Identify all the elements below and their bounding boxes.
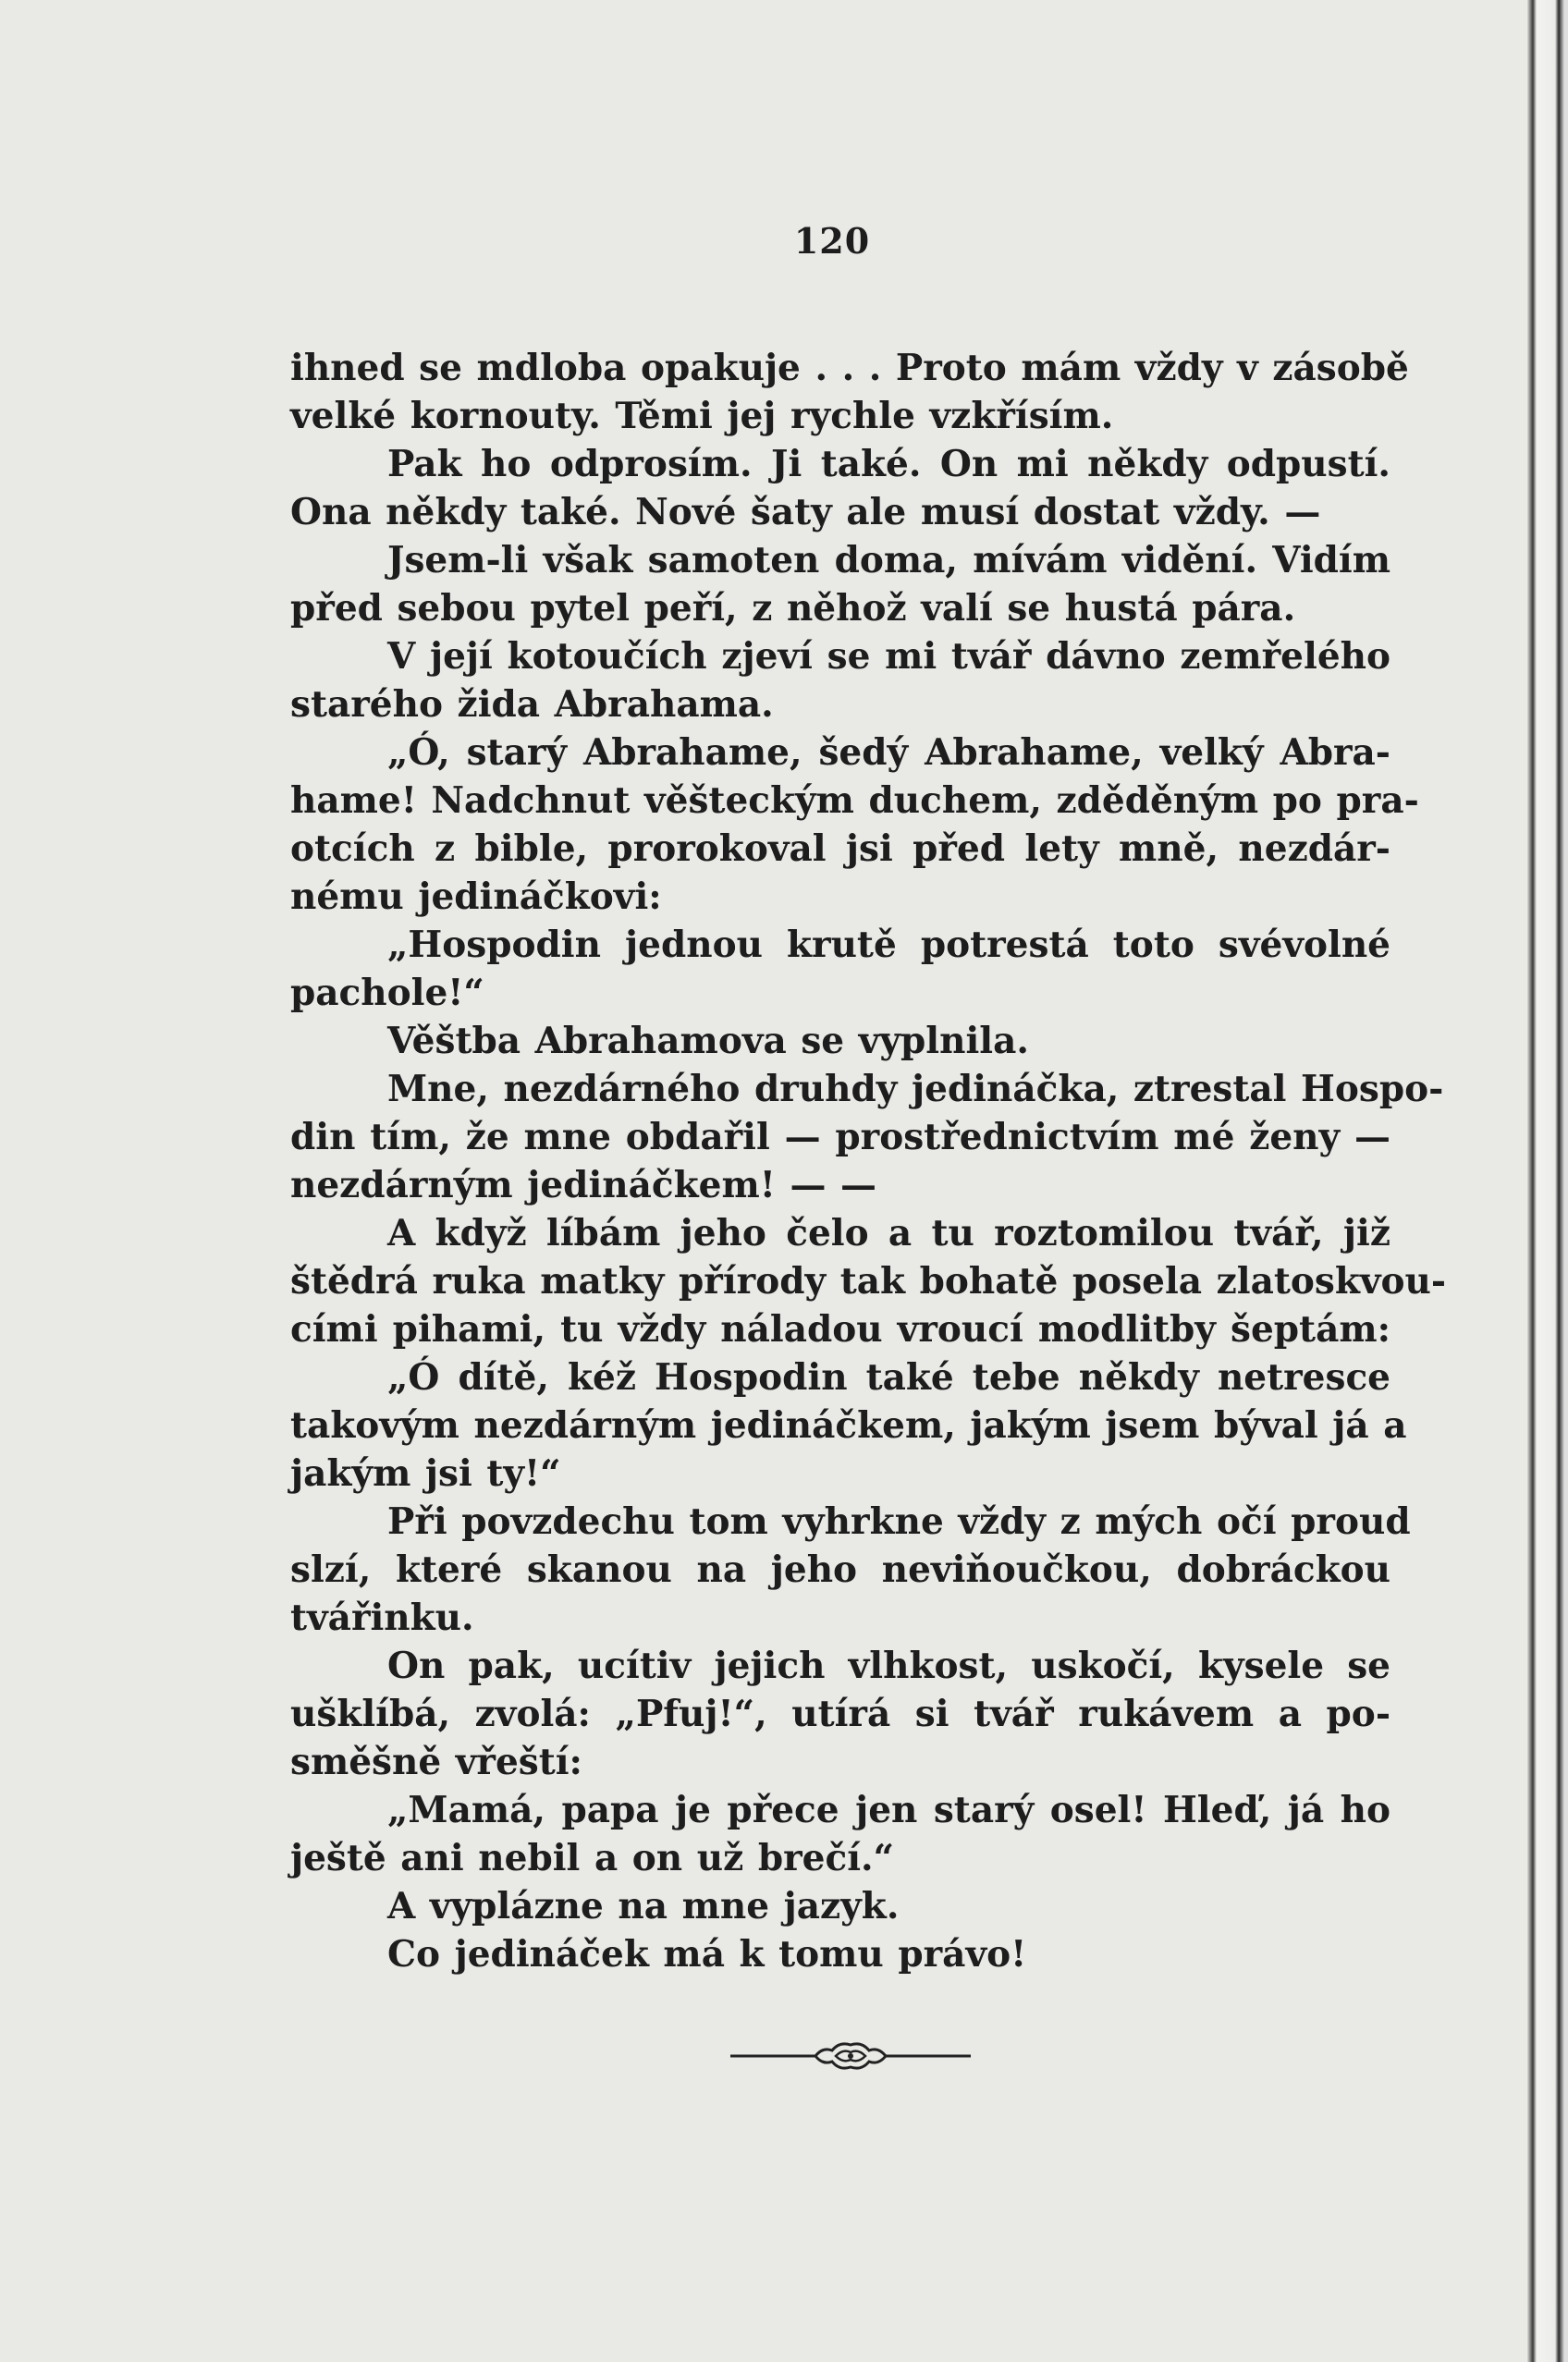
text-line: štědrá ruka matky přírody tak bohatě posela zlatoskvou-: [290, 1260, 1447, 1303]
text-line: starého žida Abrahama.: [290, 683, 774, 726]
scan-binding-edge: [1527, 0, 1568, 2362]
text-line: „Hospodin jednou krutě potrestá toto svévolné: [387, 924, 1390, 966]
text-line: Při povzdechu tom vyhrkne vždy z mých očí proud: [387, 1500, 1411, 1543]
text-line: cími pihami, tu vždy náladou vroucí modlitby šeptám:: [290, 1308, 1390, 1351]
text-line: takovým nezdárným jedináčkem, jakým jsem býval já a: [290, 1404, 1407, 1447]
text-line: jakým jsi ty!“: [290, 1452, 561, 1495]
text-line: „Ó dítě, kéž Hospodin také tebe někdy netresce: [387, 1356, 1390, 1399]
text-line: slzí, které skanou na jeho neviňoučkou, dobráckou: [290, 1548, 1390, 1591]
text-line: nezdárným jedináčkem! — —: [290, 1164, 877, 1206]
text-line: V její kotoučích zjeví se mi tvář dávno zemřelého: [387, 635, 1390, 678]
text-line: směšně vřeští:: [290, 1741, 582, 1783]
text-line: „Mamá, papa je přece jen starý osel! Hleď, já ho: [387, 1789, 1390, 1831]
text-line: A když líbám jeho čelo a tu roztomilou tvář, již: [387, 1212, 1390, 1254]
text-line: Ona někdy také. Nové šaty ale musí dostat vždy. —: [290, 491, 1321, 533]
text-line: On pak, ucítiv jejich vlhkost, uskočí, kysele se: [387, 1645, 1390, 1687]
text-line: Věštba Abrahamova se vyplnila.: [387, 1020, 1029, 1062]
text-line: otcích z bible, prorokoval jsi před lety mně, nezdár-: [290, 827, 1390, 870]
text-line: A vyplázne na mne jazyk.: [387, 1885, 900, 1928]
text-line: „Ó, starý Abrahame, šedý Abrahame, velký Abra-: [387, 731, 1390, 774]
text-line: Jsem-li však samoten doma, mívám vidění. Vidím: [387, 539, 1390, 581]
body-text: [290, 344, 1447, 1978]
text-line: ihned se mdloba opakuje . . . Proto mám vždy v zásobě: [290, 347, 1409, 389]
text-line: pachole!“: [290, 972, 484, 1014]
text-line: nému jedináčkovi:: [290, 875, 662, 918]
text-line: před sebou pytel peří, z něhož valí se hustá pára.: [290, 587, 1296, 630]
text-line: ještě ani nebil a on už brečí.“: [290, 1837, 895, 1879]
text-line: ušklíbá, zvolá: „Pfuj!“, utírá si tvář rukávem a po-: [290, 1693, 1390, 1735]
page-number: 120: [793, 220, 871, 262]
text-line: hame! Nadchnut věšteckým duchem, zděděným po pra-: [290, 779, 1419, 822]
text-line: tvářinku.: [290, 1597, 474, 1639]
text-line: Pak ho odprosím. Ji také. On mi někdy odpustí.: [387, 443, 1390, 485]
text-line: velké kornouty. Těmi jej rychle vzkřísím.: [290, 395, 1114, 437]
text-line: Mne, nezdárného druhdy jedináčka, ztrestal Hospo-: [387, 1068, 1444, 1110]
end-ornament-icon: [730, 2038, 971, 2074]
text-line: Co jedináček má k tomu právo!: [387, 1933, 1027, 1976]
text-line: din tím, že mne obdařil — prostřednictvím mé ženy —: [290, 1116, 1390, 1158]
